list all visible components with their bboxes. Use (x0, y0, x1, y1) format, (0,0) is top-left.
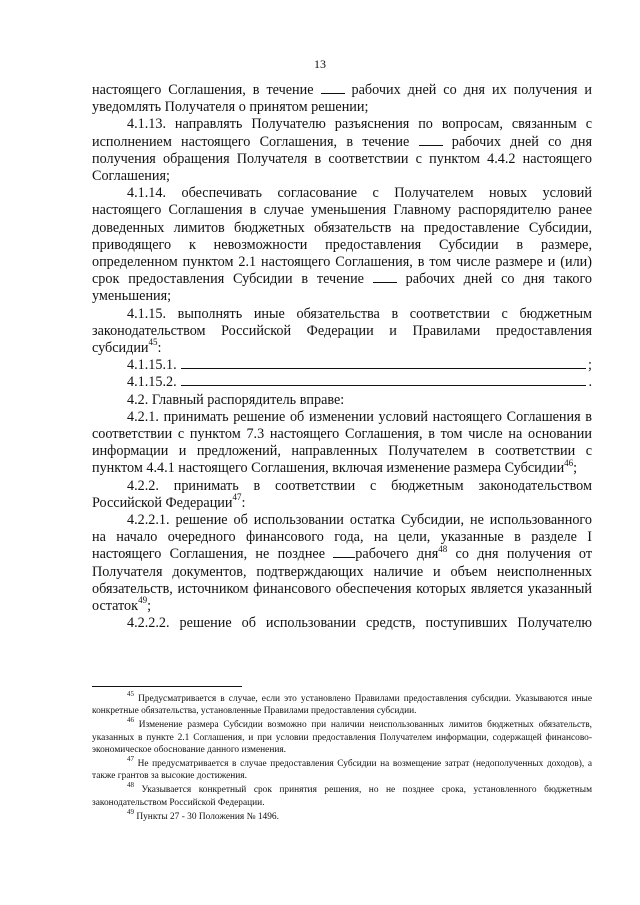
paragraph-4-2-1: 4.2.1. принимать решение об изменении условий настоящего Соглашения в соответствии с пунктом 7.3 настоящего Соглашения, в том числе на основании информации и предложений, направленных Получателем в соответствии с пунктом 4.4.1 настоящего Соглашения, включая изменение размера Субсидии$^{46}$; (92, 408, 592, 477)
paragraph-4-1-14: 4.1.14. обеспечивать согласование с Получателем новых условий настоящего Соглашения в случае уменьшения Главному распорядителю ранее доведенных лимитов бюджетных обязательств на предоставление Субсидии, приводящего к невозможности предоставления Субсидии в размере, определенном пунктом 2.1 настоящего Соглашения, в том числе размере и (или) срок предоставления Субсидии в течение рабочих дней со дня такого уменьшения; (92, 185, 593, 305)
paragraph-4-1-15: 4.1.15. выполнять иные обязательства в соответствии с бюджетным законодательством Российской Федерации и Правилами предоставления субсидии$^{45}$: (92, 305, 592, 357)
blank-field (373, 271, 397, 283)
paragraph-4-2: 4.2. Главный распорядитель вправе: (127, 391, 345, 408)
footnote-ref-46: 46 (564, 457, 574, 468)
paragraph-4-2-2-2: 4.2.2.2. решение об использовании средств, поступивших Получателю (127, 615, 592, 632)
footnote: $^{46}$ Изменение размера Субсидии возможно при наличии неиспользованных лимитов бюджетных обязательств, указанных в пункте 2.1 Соглашения, и при условии предоставления Получателем информации, содержащей финансово-экономическое обоснование данного изменения. (92, 716, 592, 755)
paragraph-4-2-2-1: 4.2.2.1. решение об использовании остатка Субсидии, не использованного на начало очередного финансового года, на цели, указанные в разделе I настоящего Соглашения, не позднее рабочего дня$^{48}$ со дня получения от Получателя документов, подтверждающих наличие и объем неисполненных обязательств, источником финансового обеспечения которых является указанный остаток$^{49}$; (92, 512, 593, 615)
footnote: $^{49}$ Пункты 27 - 30 Положения № 1496. (127, 807, 279, 822)
blank-field (419, 134, 443, 146)
fill-line (181, 384, 587, 386)
fill-line (181, 367, 586, 369)
blank-field (321, 82, 345, 94)
footnote: $^{45}$ Предусматривается в случае, если это установлено Правилами предоставления субсидии. Указываются иные конкретные обязательства, установленные Правилами предоставления субсидии. (92, 689, 593, 717)
footnote-ref-47: 47 (232, 492, 242, 503)
footnote-ref-45: 45 (148, 337, 158, 348)
page-number: 13 (314, 57, 326, 71)
footnotes (92, 689, 593, 825)
paragraph-4-1-13: 4.1.13. направлять Получателю разъяснения по вопросам, связанным с исполнением настоящего Соглашения, в течение рабочих дней со дня получения обращения Получателя в соответствии с пунктом 4.4.2 настоящего Соглашения; (92, 116, 593, 185)
paragraph-4-2-2: 4.2.2. принимать в соответствии с бюджетным законодательством Российской Федерации$^{47}$: (92, 477, 592, 511)
paragraph-4-1-15-1: 4.1.15.1. ; (127, 357, 592, 374)
footnote: $^{48}$ Указывается конкретный срок принятия решения, но не позднее срока, установленного бюджетным законодательством Российской Федерации. (92, 781, 592, 808)
document-body (92, 82, 592, 633)
paragraph-4-1-12-end: настоящего Соглашения, в течение рабочих дней со дня их получения и уведомлять Получателя о принятом решении; (92, 82, 593, 116)
footnote-ref-49: 49 (138, 595, 148, 606)
blank-field (333, 546, 355, 558)
footnote: $^{47}$ Не предусматривается в случае предоставления Субсидии на возмещение затрат (недополученных доходов), а также грантов за высокие достижения. (92, 754, 593, 782)
footnote-ref-48: 48 (438, 543, 448, 554)
footnote-separator (92, 686, 242, 687)
paragraph-4-1-15-2: 4.1.15.2. . (127, 374, 592, 391)
